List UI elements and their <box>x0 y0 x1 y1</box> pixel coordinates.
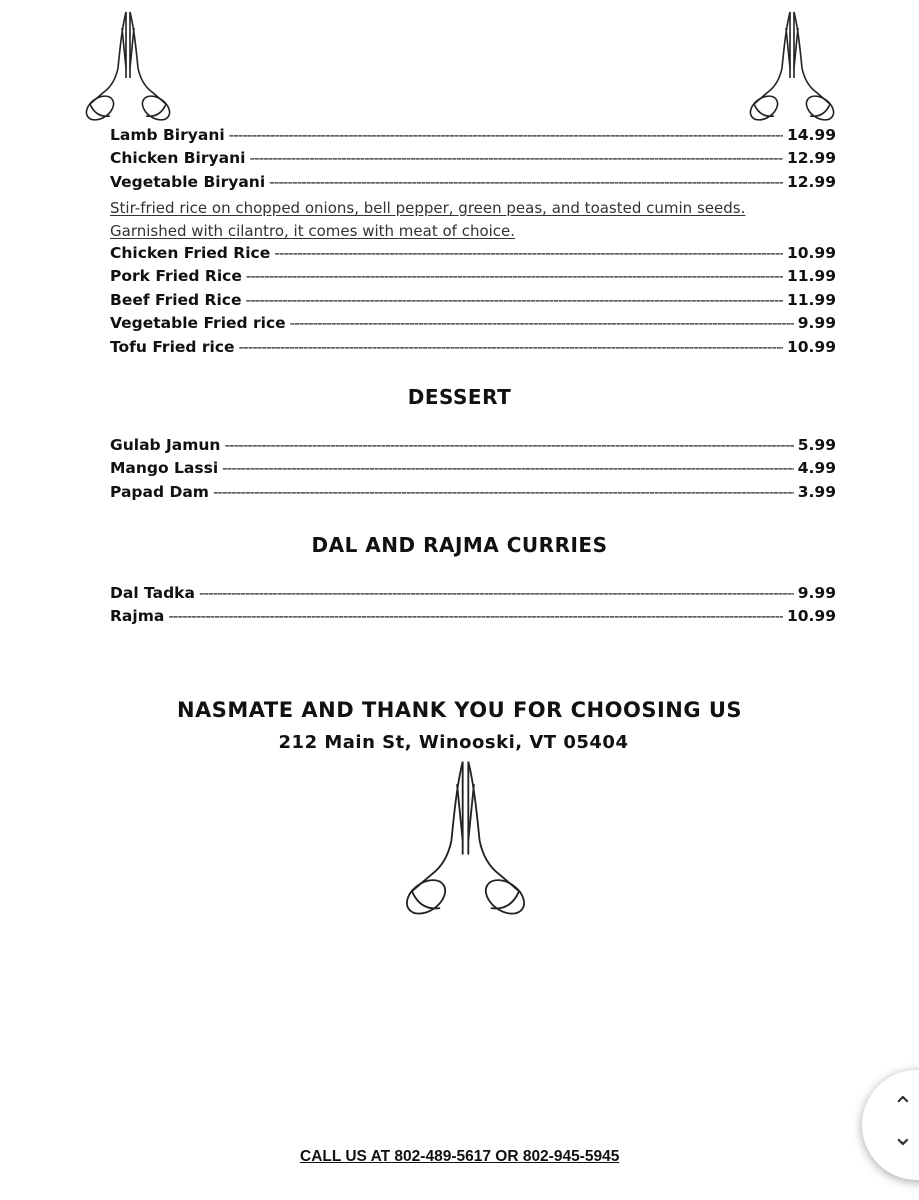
item-name: Mango Lassi <box>110 459 219 478</box>
item-name: Pork Fried Rice <box>110 267 242 286</box>
item-name: Vegetable Biryani <box>110 172 266 191</box>
praying-hands-icon <box>82 8 174 123</box>
item-name: Vegetable Fried rice <box>110 314 286 333</box>
dal-list <box>110 584 836 631</box>
menu-item <box>110 338 836 361</box>
item-price: 10.99 <box>786 337 836 356</box>
section-title-dessert: DESSERT <box>407 385 512 409</box>
item-price: 11.99 <box>786 290 836 309</box>
menu-item <box>110 291 836 314</box>
section-title-dal: DAL AND RAJMA CURRIES <box>311 533 608 557</box>
item-price: 11.99 <box>786 267 836 286</box>
menu-item <box>110 244 836 267</box>
fried-rice-description <box>110 197 830 243</box>
praying-hands-icon <box>746 8 838 123</box>
chevron-up-icon[interactable]: ⌃ <box>892 1092 914 1122</box>
item-price: 3.99 <box>797 482 836 501</box>
item-name: Gulab Jamun <box>110 436 221 454</box>
item-price: 10.99 <box>786 607 836 626</box>
item-name: Beef Fried Rice <box>110 290 242 309</box>
item-price: 12.99 <box>786 149 836 168</box>
menu-item <box>110 267 836 290</box>
item-name: Dal Tadka <box>110 584 195 602</box>
item-name: Lamb Biryani <box>110 126 225 144</box>
item-name: Chicken Fried Rice <box>110 244 271 262</box>
description-line: Stir-fried rice on chopped onions, bell pepper, green peas, and toasted cumin seeds. <box>110 199 746 217</box>
biryani-list <box>110 126 836 196</box>
menu-item <box>110 607 836 630</box>
menu-item <box>110 126 836 149</box>
thank-you-message: NASMATE AND THANK YOU FOR CHOOSING US <box>176 698 743 722</box>
scroll-widget[interactable] <box>862 1070 919 1180</box>
item-price: 5.99 <box>797 436 836 454</box>
menu-item <box>110 436 836 459</box>
item-name: Rajma <box>110 607 165 626</box>
item-price: 10.99 <box>786 244 836 262</box>
item-name: Chicken Biryani <box>110 149 246 168</box>
item-price: 4.99 <box>797 459 836 478</box>
menu-item <box>110 483 836 506</box>
call-us-link[interactable]: CALL US AT 802-489-5617 OR 802-945-5945 <box>300 1148 620 1165</box>
item-name: Tofu Fried rice <box>110 337 235 356</box>
menu-item <box>110 459 836 482</box>
menu-item <box>110 149 836 172</box>
menu-item <box>110 314 836 337</box>
menu-item <box>110 584 836 607</box>
chevron-down-icon[interactable]: ⌄ <box>892 1122 914 1152</box>
dessert-list <box>110 436 836 506</box>
menu-item <box>110 173 836 196</box>
item-name: Papad Dam <box>110 482 209 501</box>
praying-hands-icon <box>398 756 533 918</box>
item-price: 9.99 <box>797 584 836 602</box>
fried-rice-list <box>110 244 836 361</box>
item-price: 14.99 <box>786 126 836 144</box>
item-price: 12.99 <box>786 172 836 191</box>
address: 212 Main St, Winooski, VT 05404 <box>278 732 629 753</box>
item-price: 9.99 <box>797 314 836 333</box>
description-line: Garnished with cilantro, it comes with meat of choice. <box>110 222 516 240</box>
